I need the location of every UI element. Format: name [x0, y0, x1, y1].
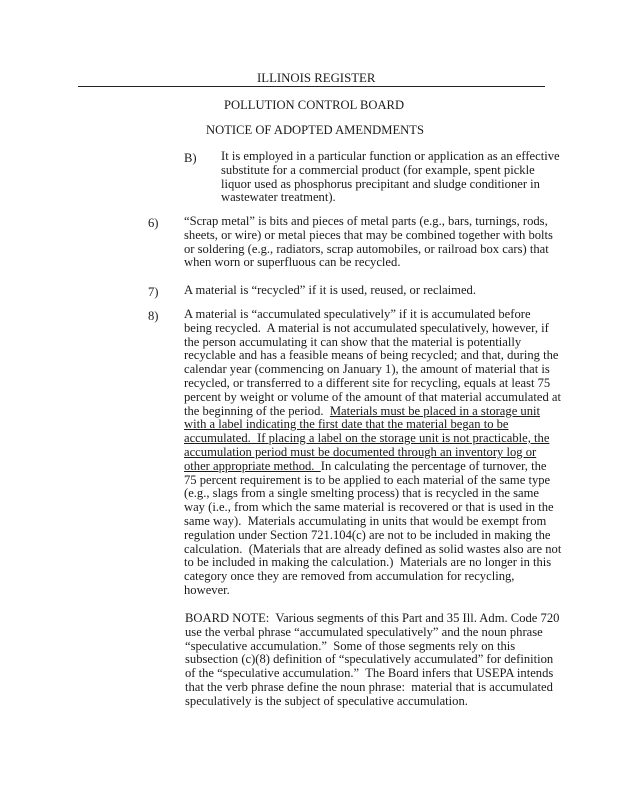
text-segment: sheets, or wire) or metal pieces that may be combined together with bolts	[184, 227, 553, 242]
text-segment: speculatively is the subject of speculative accumulation.	[185, 693, 468, 708]
text-line	[184, 432, 561, 446]
section-label-8: 8)	[148, 309, 159, 323]
text-segment: “Scrap metal” is bits and pieces of metal parts (e.g., bars, turnings, rods,	[184, 214, 548, 228]
text-segment: of the “speculative accumulation.” The Board infers that USEPA intends	[185, 666, 554, 681]
text-segment: It is employed in a particular function or application as an effective	[221, 149, 560, 163]
text-line	[184, 377, 561, 391]
text-line	[221, 164, 560, 178]
register-title: ILLINOIS REGISTER	[257, 71, 376, 85]
section-label-B: B)	[184, 151, 197, 165]
text-segment: calculation. (Materials that are already defined as solid wastes also are not	[184, 541, 562, 556]
text-segment: substitute for a commercial product (for example, spent pickle	[221, 162, 535, 177]
text-line	[184, 215, 553, 229]
section-6-text	[184, 215, 553, 270]
text-segment: liquor used as phosphorus precipitant and sludge conditioner in	[221, 176, 540, 191]
underlined-amendment-text: accumulation period must be documented through an inventory log or	[184, 444, 537, 459]
text-segment: A material is “accumulated speculatively” if it is accumulated before	[184, 307, 531, 321]
text-segment: wastewater treatment).	[221, 190, 336, 205]
text-line	[184, 363, 561, 377]
text-segment: the beginning of the period.	[184, 403, 330, 418]
text-line	[184, 543, 561, 557]
text-segment: that the verb phrase define the noun phrase: material that is accumulated	[185, 679, 553, 694]
section-label-6: 6)	[148, 216, 159, 230]
text-line	[184, 487, 561, 501]
text-segment: same way). Materials accumulating in units that would be exempt from	[184, 513, 547, 528]
text-segment: subsection (c)(8) definition of “speculatively accumulated” for definition	[185, 652, 554, 667]
text-segment: to be included in making the calculation.) Materials are no longer in this	[184, 555, 552, 570]
text-line	[184, 349, 561, 363]
text-segment: percent by weight or volume of the amount of that material accumulated at	[184, 389, 561, 404]
text-segment: or soldering (e.g., radiators, scrap automobiles, or railroad box cars) that	[184, 241, 549, 256]
text-line	[184, 556, 561, 570]
header-rule	[78, 86, 545, 87]
text-line	[184, 308, 561, 322]
text-line	[184, 322, 561, 336]
text-line	[184, 418, 561, 432]
text-line	[185, 626, 559, 640]
text-segment: In calculating the percentage of turnover, the	[320, 458, 547, 473]
text-segment: way (i.e., from which the same material is recovered or that is used in the	[184, 500, 554, 515]
text-line	[184, 446, 561, 460]
text-line	[184, 515, 561, 529]
text-segment: being recycled. A material is not accumulated speculatively, however, if	[184, 320, 549, 335]
text-line	[184, 501, 561, 515]
text-line	[184, 243, 553, 257]
section-7-text	[184, 284, 476, 298]
text-line	[184, 529, 561, 543]
text-segment: BOARD NOTE: Various segments of this Part and 35 Ill. Adm. Code 720	[185, 611, 560, 625]
text-line	[184, 336, 561, 350]
text-segment: regulation under Section 721.104(c) are not to be included in making the	[184, 527, 551, 542]
text-line	[185, 612, 559, 626]
underlined-amendment-text: accumulated. If placing a label on the storage unit is not practicable, the	[184, 431, 550, 446]
underlined-amendment-text: other appropriate method.	[184, 458, 321, 473]
text-segment: 75 percent requirement is to be applied to each material of the same type	[184, 472, 551, 487]
section-label-7: 7)	[148, 285, 159, 299]
text-line	[185, 695, 559, 709]
text-line	[221, 150, 560, 164]
section-8-text	[184, 308, 561, 598]
text-line	[184, 284, 476, 298]
text-line	[184, 474, 561, 488]
text-line	[185, 667, 559, 681]
text-segment: (e.g., slags from a single smelting process) that is recycled in the same	[184, 486, 539, 501]
text-line	[185, 653, 559, 667]
text-line	[221, 178, 560, 192]
text-segment: category once they are removed from accumulation for recycling,	[184, 569, 515, 584]
text-line	[184, 405, 561, 419]
text-line	[185, 681, 559, 695]
text-line	[184, 256, 553, 270]
text-line	[184, 229, 553, 243]
text-line	[184, 570, 561, 584]
text-line	[185, 640, 559, 654]
text-segment: use the verbal phrase “accumulated speculatively” and the noun phrase	[185, 624, 543, 639]
text-segment: the person accumulating it can show that the material is potentially	[184, 334, 522, 349]
text-segment: however.	[184, 582, 230, 597]
text-segment: calendar year (commencing on January 1), the amount of material that is	[184, 362, 550, 377]
text-segment: when worn or superfluous can be recycled.	[184, 255, 401, 270]
section-B-text	[221, 150, 560, 205]
text-segment: A material is “recycled” if it is used, reused, or reclaimed.	[184, 283, 476, 297]
board-note	[185, 612, 559, 709]
text-line	[221, 191, 560, 205]
text-segment: “speculative accumulation.” Some of those segments rely on this	[185, 638, 516, 653]
text-segment: recycled, or transferred to a different site for recycling, equals at least 75	[184, 375, 551, 390]
text-line	[184, 584, 561, 598]
text-line	[184, 391, 561, 405]
notice-title: NOTICE OF ADOPTED AMENDMENTS	[206, 123, 424, 137]
underlined-amendment-text: Materials must be placed in a storage unit	[329, 403, 541, 418]
board-name: POLLUTION CONTROL BOARD	[224, 98, 405, 112]
text-segment: recyclable and has a feasible means of being recycled; and that, during the	[184, 348, 559, 363]
text-line	[184, 460, 561, 474]
underlined-amendment-text: with a label indicating the first date that the material began to be	[184, 417, 509, 432]
